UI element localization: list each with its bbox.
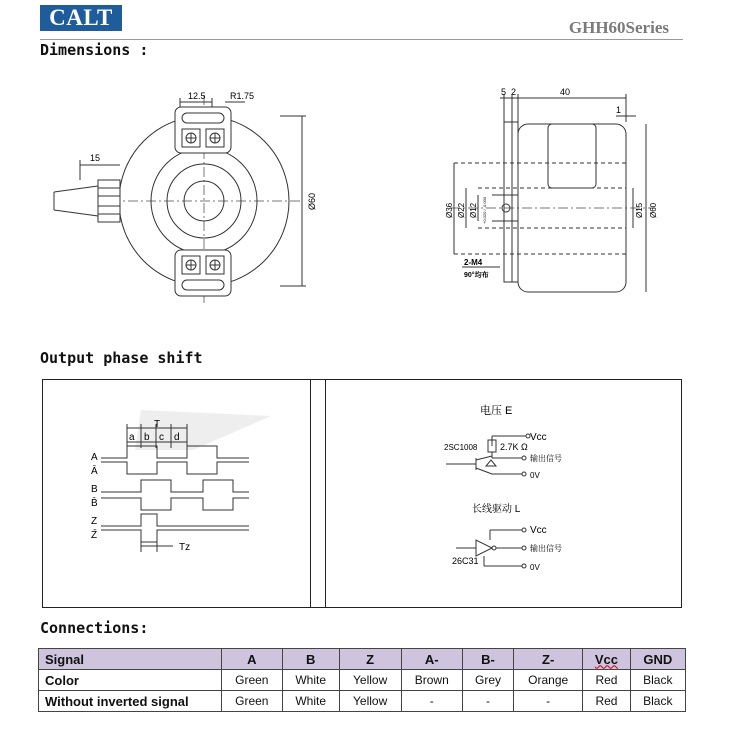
- vcc-header-text: Vcc: [594, 651, 619, 667]
- front-dim-diameter: Ø60: [307, 192, 317, 210]
- timing-tz-label: Tz: [179, 542, 191, 553]
- voltage-circuit-title: 电压 E: [480, 405, 513, 417]
- company-logo: CALT: [40, 5, 122, 31]
- front-dim-radius: R1.75: [230, 91, 255, 101]
- table-cell: Grey: [462, 670, 513, 691]
- signal-label-a-bar: Ā: [91, 466, 98, 477]
- side-screw-angle: 90°均布: [464, 272, 489, 279]
- side-dim-d15: Ø15: [635, 202, 644, 218]
- side-dim-d36: Ø36: [445, 202, 454, 218]
- table-cell: Brown: [401, 670, 462, 691]
- header-cell-z: Z: [339, 649, 401, 670]
- signal-label-a: A: [91, 452, 98, 463]
- voltage-transistor-label: 2SC1008: [444, 443, 478, 452]
- side-dim-tolerance: +0.020 / -0.000: [482, 196, 487, 224]
- timing-quarter-b: b: [144, 432, 150, 443]
- line-driver-title: 长线驱动 L: [472, 504, 521, 515]
- timing-quarter-a: a: [129, 432, 135, 443]
- table-cell: White: [282, 691, 339, 712]
- voltage-vcc-label: Vcc: [530, 432, 547, 443]
- line-driver-zero-label: 0V: [530, 563, 540, 572]
- table-cell: Red: [583, 670, 630, 691]
- timing-period-label: T: [154, 419, 161, 430]
- voltage-zero-label: 0V: [530, 471, 540, 480]
- header-divider: [40, 39, 683, 40]
- header-cell-gnd: GND: [630, 649, 685, 670]
- signal-label-z: Z: [91, 516, 98, 527]
- side-dim-5: 5: [501, 87, 507, 97]
- table-cell: Black: [630, 691, 685, 712]
- side-dim-1: 1: [616, 105, 622, 115]
- header-cell-a-minus: A-: [401, 649, 462, 670]
- header-cell-b-minus: B-: [462, 649, 513, 670]
- line-driver-output-label: 输出信号: [530, 544, 562, 553]
- table-row: [39, 670, 686, 691]
- signal-label-b: B: [91, 484, 98, 495]
- table-header-row: [39, 649, 686, 670]
- connections-table: [38, 648, 686, 712]
- dimensions-title: Dimensions :: [40, 41, 149, 59]
- line-driver-ic-label: 26C31: [452, 556, 479, 566]
- signal-label-b-bar: B̄: [91, 498, 98, 509]
- table-cell: Black: [630, 670, 685, 691]
- side-dim-d22: Ø22: [457, 202, 466, 218]
- row-label: Color: [39, 670, 222, 691]
- header-cell-z-minus: Z-: [514, 649, 583, 670]
- table-cell: Yellow: [339, 691, 401, 712]
- front-dim-width: 12.5: [188, 91, 206, 101]
- timing-panel: [42, 379, 312, 608]
- header-cell-b: B: [282, 649, 339, 670]
- series-title: GHH60Series: [568, 18, 669, 37]
- side-dim-40: 40: [560, 87, 571, 97]
- phase-shift-title: Output phase shift: [40, 349, 203, 367]
- table-cell: -: [462, 691, 513, 712]
- side-dim-2: 2: [511, 87, 517, 97]
- front-view-drawing: [40, 80, 320, 320]
- timing-quarter-c: c: [159, 432, 164, 443]
- table-row: [39, 691, 686, 712]
- row-label: Without inverted signal: [39, 691, 222, 712]
- table-cell: -: [401, 691, 462, 712]
- header-cell-signal: Signal: [39, 649, 222, 670]
- output-circuit-diagram: [326, 380, 681, 607]
- side-dim-d60: Ø60: [649, 202, 658, 218]
- table-cell: Red: [583, 691, 630, 712]
- table-cell: Orange: [514, 670, 583, 691]
- header-cell-a: A: [222, 649, 283, 670]
- table-cell: Yellow: [339, 670, 401, 691]
- table-cell: Green: [222, 670, 283, 691]
- connections-title: Connections:: [40, 619, 149, 637]
- circuit-panel: [325, 379, 682, 608]
- timing-quarter-d: d: [174, 432, 180, 443]
- side-screw-label: 2-M4: [464, 258, 483, 267]
- voltage-output-label: 输出信号: [530, 454, 562, 463]
- front-dim-cable: 15: [90, 153, 101, 163]
- side-dim-d12: Ø12: [469, 202, 478, 218]
- table-cell: White: [282, 670, 339, 691]
- signal-label-z-bar: Z̄: [91, 530, 98, 541]
- table-cell: Green: [222, 691, 283, 712]
- side-view-drawing: [440, 82, 670, 302]
- voltage-resistor-label: 2.7K Ω: [500, 442, 528, 452]
- line-driver-vcc-label: Vcc: [530, 525, 547, 536]
- timing-diagram: [43, 380, 311, 607]
- header-cell-vcc: [583, 649, 630, 670]
- table-cell: -: [514, 691, 583, 712]
